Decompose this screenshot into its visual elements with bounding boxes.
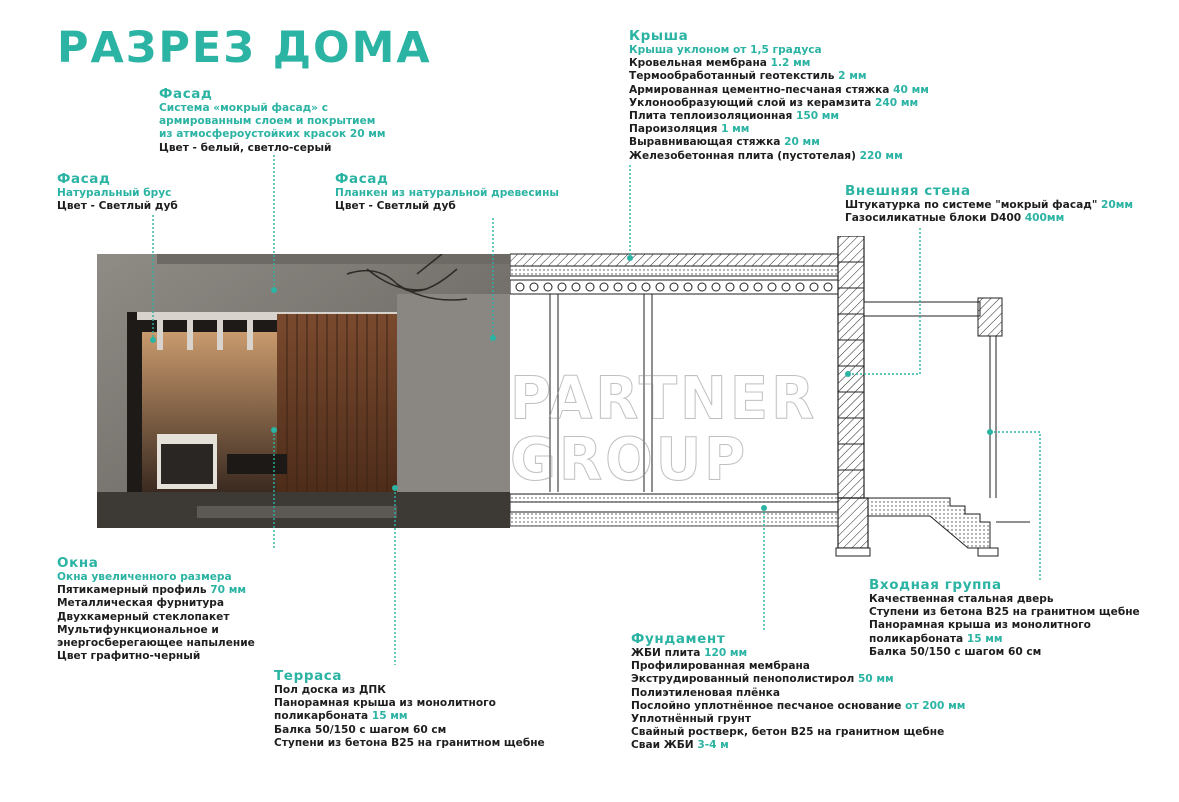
terrace-item-value: 15 мм: [371, 710, 408, 723]
roof-item-value: 2 мм: [838, 70, 867, 83]
terrace-list: [274, 684, 545, 750]
entrance-item-text: Балка 50/150 с шагом 60 см: [869, 645, 1042, 658]
roof-item-text: Плита теплоизоляционная: [629, 110, 796, 123]
windows-item-text: энергосберегающее напыление: [57, 637, 255, 650]
facade-mid-heading: Фасад: [335, 171, 389, 187]
facade-mid-block: [335, 172, 559, 213]
entrance-item: [869, 646, 1140, 659]
windows-item-text: Пятикамерный профиль: [57, 584, 211, 597]
house-photo: [97, 254, 510, 528]
terrace-item-text: Панорамная крыша из монолитного: [274, 697, 496, 710]
facade-top-block: [159, 87, 386, 155]
roof-item: [629, 84, 929, 97]
terrace-heading: Терраса: [274, 668, 343, 684]
terrace-item-text: поликарбоната: [274, 710, 372, 723]
facade-left-note: Цвет - Светлый дуб: [57, 200, 178, 213]
terrace-block: [274, 669, 545, 750]
windows-item: [57, 650, 255, 663]
roof-item: [629, 136, 929, 149]
terrace-item: [274, 684, 545, 697]
roof-item: [629, 123, 929, 136]
foundation-item-value: 3-4 м: [697, 739, 729, 752]
windows-item: [57, 624, 255, 637]
windows-item: [57, 637, 255, 650]
foundation-item: [631, 687, 965, 700]
foundation-item: [631, 739, 965, 752]
terrace-item: [274, 737, 545, 750]
entrance-item: [869, 593, 1140, 606]
foundation-item: [631, 700, 965, 713]
roof-item-value: 20 мм: [784, 136, 820, 149]
roof-item-value: 220 мм: [859, 149, 903, 162]
windows-subtitle: Окна увеличенного размера: [57, 571, 232, 583]
terrace-item: [274, 710, 545, 723]
roof-item-value: 40 мм: [893, 83, 929, 96]
foundation-item-text: Послойно уплотнённое песчаное основание: [631, 699, 906, 712]
entrance-item: [869, 619, 1140, 632]
terrace-item: [274, 697, 545, 710]
terrace-item: [274, 724, 545, 737]
facade-mid-subtitle: Планкен из натуральной древесины: [335, 187, 559, 199]
entrance-block: [869, 578, 1140, 659]
windows-block: [57, 556, 255, 663]
roof-item-text: Пароизоляция: [629, 123, 722, 136]
foundation-item-text: Экструдированный пенополистирол: [631, 673, 858, 686]
foundation-item-text: Полиэтиленовая плёнка: [631, 686, 780, 699]
roof-item-text: Термообработанный геотекстиль: [629, 70, 839, 83]
outer-wall-block: [845, 184, 1133, 225]
terrace-item-text: Ступени из бетона В25 на гранитном щебне: [274, 736, 545, 749]
outer-wall-item-text: Штукатурка по системе "мокрый фасад": [845, 199, 1102, 211]
windows-heading: Окна: [57, 555, 99, 571]
entrance-item: [869, 606, 1140, 619]
windows-list: [57, 584, 255, 663]
entrance-item-text: Ступени из бетона В25 на гранитном щебне: [869, 606, 1140, 619]
roof-item: [629, 70, 929, 83]
foundation-item-text: Свайный ростверк, бетон В25 на гранитном щебне: [631, 726, 945, 739]
entrance-list: [869, 593, 1140, 659]
outer-wall-list: [845, 199, 1133, 225]
foundation-heading: Фундамент: [631, 631, 726, 647]
facade-left-block: [57, 172, 178, 213]
roof-item-text: Кровельная мембрана: [629, 57, 771, 70]
facade-top-heading: Фасад: [159, 86, 213, 102]
foundation-list: [631, 647, 965, 753]
windows-item: [57, 611, 255, 624]
windows-item: [57, 597, 255, 610]
windows-item-value: 70 мм: [210, 584, 247, 597]
foundation-item: [631, 713, 965, 726]
foundation-item: [631, 673, 965, 686]
roof-heading: Крыша: [629, 28, 689, 44]
roof-item-value: 1 мм: [721, 123, 750, 136]
roof-list: [629, 57, 929, 163]
entrance-heading: Входная группа: [869, 577, 1002, 593]
outer-wall-item: [845, 199, 1133, 212]
facade-top-subtitle-1: Система «мокрый фасад» с: [159, 102, 328, 114]
terrace-item-text: Балка 50/150 с шагом 60 см: [274, 723, 447, 736]
roof-block: [629, 29, 929, 163]
watermark-line1: PARTNER: [510, 364, 818, 434]
foundation-item-value: 50 мм: [857, 673, 894, 686]
facade-left-subtitle: Натуральный брус: [57, 187, 172, 199]
entrance-item-text: Качественная стальная дверь: [869, 593, 1054, 605]
foundation-item-text: Сваи ЖБИ: [631, 739, 698, 752]
entrance-item: [869, 633, 1140, 646]
outer-wall-item-value: 400мм: [1024, 212, 1065, 225]
roof-item-value: 150 мм: [795, 110, 840, 123]
outer-wall-item-value: 20мм: [1101, 199, 1134, 211]
roof-item-text: Армированная цементно-песчаная стяжка: [629, 83, 894, 96]
outer-wall-item: [845, 212, 1133, 225]
facade-left-heading: Фасад: [57, 171, 111, 187]
page-title: РАЗРЕЗ ДОМА: [57, 23, 432, 73]
entrance-item-text: Панорамная крыша из монолитного: [869, 619, 1091, 632]
foundation-item-text: ЖБИ плита: [631, 647, 705, 659]
terrace-item-text: Пол доска из ДПК: [274, 684, 386, 696]
roof-item: [629, 110, 929, 123]
windows-item: [57, 584, 255, 597]
watermark: [510, 364, 818, 495]
windows-item-text: Металлическая фурнитура: [57, 597, 225, 610]
windows-item-text: Двухкамерный стеклопакет: [57, 610, 230, 623]
roof-item-value: 240 мм: [875, 96, 919, 109]
roof-item-text: Уклонообразующий слой из керамзита: [629, 96, 876, 109]
foundation-item-value: от 200 мм: [905, 699, 966, 712]
foundation-item-value: 120 мм: [704, 647, 748, 659]
foundation-item-text: Профилированная мембрана: [631, 660, 810, 673]
roof-item-value: 1.2 мм: [770, 57, 811, 70]
entrance-item-text: поликарбоната: [869, 632, 967, 645]
foundation-item: [631, 660, 965, 673]
windows-item-text: Цвет графитно-черный: [57, 650, 201, 663]
roof-item: [629, 150, 929, 163]
roof-item-text: Железобетонная плита (пустотелая): [629, 149, 860, 162]
windows-item-text: Мультифункциональное и: [57, 623, 219, 636]
roof-subtitle: Крыша уклоном от 1,5 градуса: [629, 44, 822, 56]
outer-wall-heading: Внешняя стена: [845, 183, 971, 199]
facade-top-subtitle-2: армированным слоем и покрытием: [159, 115, 376, 128]
entrance-item-value: 15 мм: [966, 632, 1003, 645]
facade-top-note: Цвет - белый, светло-серый: [159, 141, 332, 154]
roof-item: [629, 97, 929, 110]
foundation-item: [631, 726, 965, 739]
facade-top-subtitle-3: из атмосфероустойких красок 20 мм: [159, 128, 386, 141]
watermark-line2: GROUP: [510, 425, 749, 495]
foundation-item-text: Уплотнённый грунт: [631, 713, 751, 726]
roof-item: [629, 57, 929, 70]
outer-wall-item-text: Газосиликатные блоки D400: [845, 212, 1025, 225]
roof-item-text: Выравнивающая стяжка: [629, 136, 785, 149]
facade-mid-note: Цвет - Светлый дуб: [335, 200, 456, 213]
